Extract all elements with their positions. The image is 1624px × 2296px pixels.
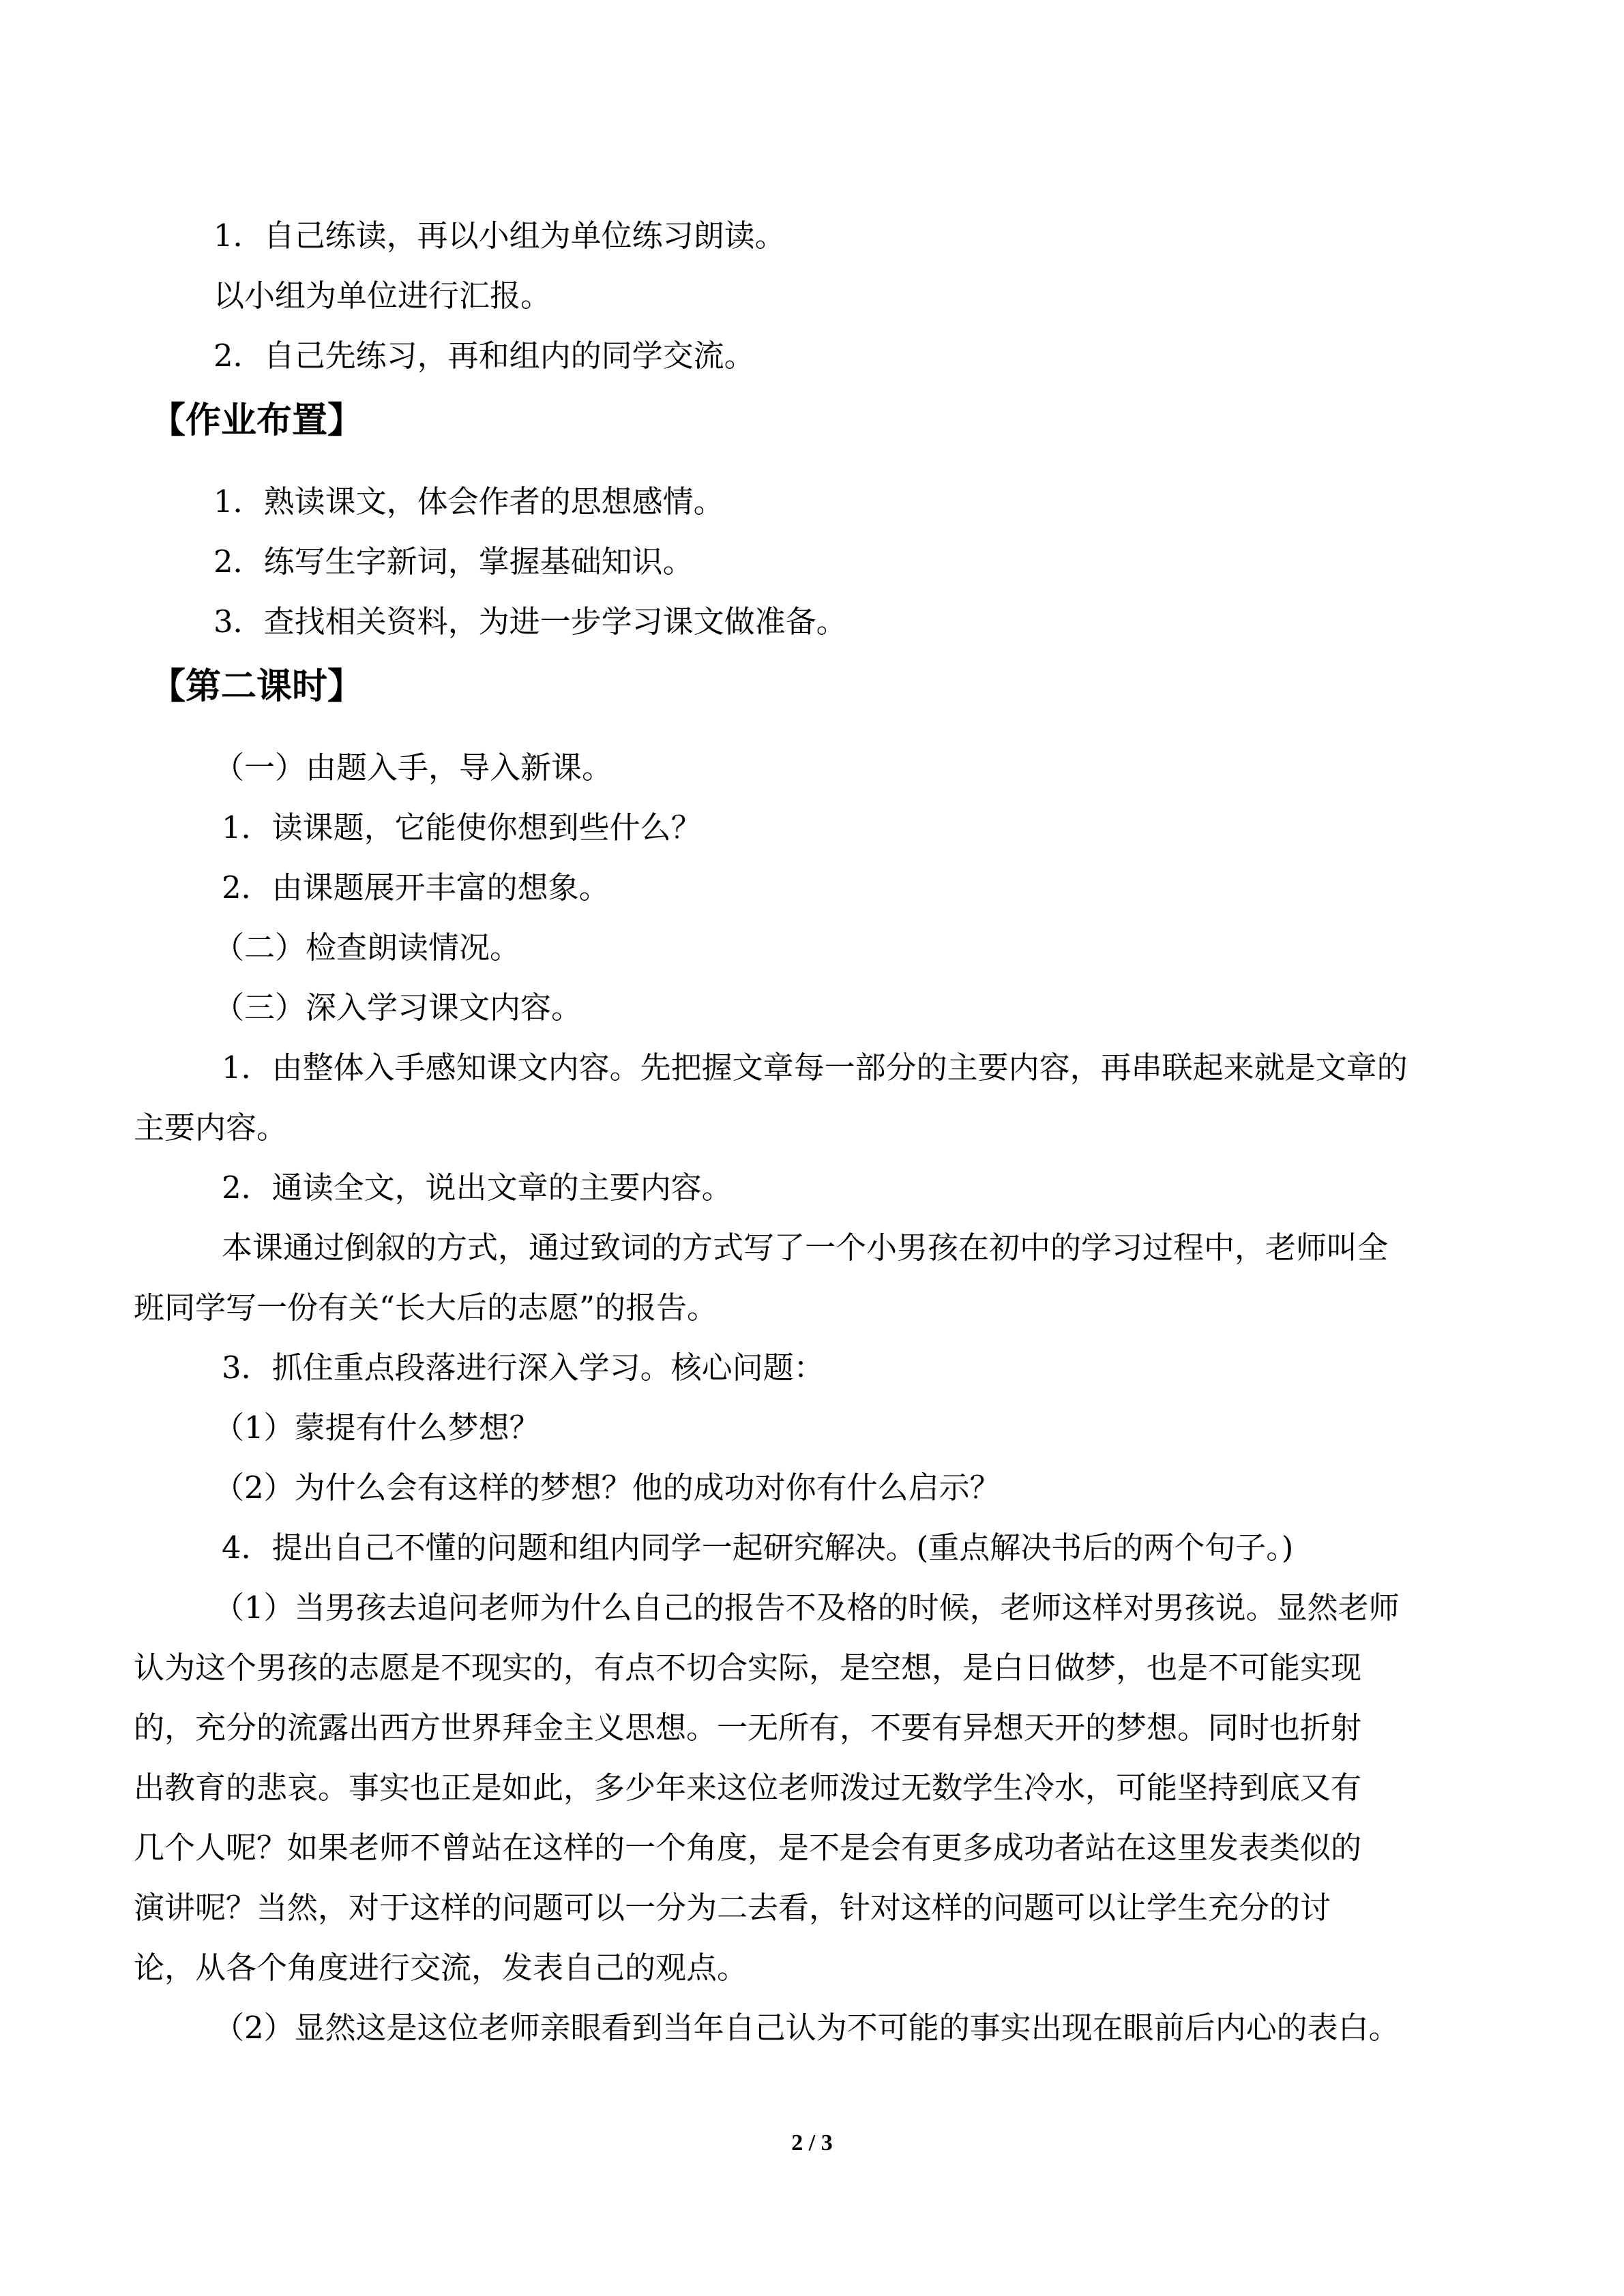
paragraph: 本课通过倒叙的方式，通过致词的方式写了一个小男孩在初中的学习过程中，老师叫全 <box>222 1229 1389 1266</box>
paragraph: 1．熟读课文，体会作者的思想感情。 <box>213 483 724 520</box>
paragraph: 班同学写一份有关“长大后的志愿”的报告。 <box>134 1289 718 1326</box>
paragraph: 1．读课题，它能使你想到些什么？ <box>222 809 702 846</box>
paragraph: 2．自己先练习，再和组内的同学交流。 <box>213 338 755 374</box>
paragraph: 2．通读全文，说出文章的主要内容。 <box>222 1169 733 1206</box>
paragraph: （1）蒙提有什么梦想？ <box>213 1410 540 1446</box>
paragraph: 2．由课题展开丰富的想象。 <box>222 869 610 906</box>
paragraph: 的，充分的流露出西方世界拜金主义思想。一无所有，不要有异想天开的梦想。同时也折射 <box>134 1710 1362 1746</box>
page-number: 2 / 3 <box>791 2130 833 2156</box>
section-heading-second-lesson: 【第二课时】 <box>150 666 364 707</box>
paragraph: （一）由题入手，导入新课。 <box>213 749 613 786</box>
paragraph: 1．由整体入手感知课文内容。先把握文章每一部分的主要内容，再串联起来就是文章的 <box>222 1049 1408 1086</box>
paragraph: 3．查找相关资料，为进一步学习课文做准备。 <box>213 603 847 640</box>
paragraph: 演讲呢？当然，对于这样的问题可以一分为二去看，针对这样的问题可以让学生充分的讨 <box>134 1890 1331 1926</box>
paragraph: （三）深入学习课文内容。 <box>213 989 582 1026</box>
paragraph: （2）显然这是这位老师亲眼看到当年自己认为不可能的事实出现在眼前后内心的表白。 <box>213 2010 1400 2046</box>
paragraph: （2）为什么会有这样的梦想？他的成功对你有什么启示？ <box>213 1470 1001 1506</box>
paragraph: 几个人呢？如果老师不曾站在这样的一个角度，是不是会有更多成功者站在这里发表类似的 <box>134 1830 1362 1866</box>
paragraph: 出教育的悲哀。事实也正是如此，多少年来这位老师泼过无数学生冷水，可能坚持到底又有 <box>134 1770 1362 1806</box>
paragraph: 3．抓住重点段落进行深入学习。核心问题： <box>222 1350 825 1386</box>
paragraph: （1）当男孩去追问老师为什么自己的报告不及格的时候，老师这样对男孩说。显然老师 <box>213 1590 1400 1626</box>
paragraph: （二）检查朗读情况。 <box>213 929 521 966</box>
paragraph: 2．练写生字新词，掌握基础知识。 <box>213 543 694 580</box>
paragraph: 主要内容。 <box>134 1109 288 1146</box>
paragraph: 论，从各个角度进行交流，发表自己的观点。 <box>134 1950 748 1986</box>
paragraph: 4．提出自己不懂的问题和组内同学一起研究解决。(重点解决书后的两个句子。) <box>222 1530 1294 1566</box>
paragraph: 1．自己练读，再以小组为单位练习朗读。 <box>213 218 786 254</box>
section-heading-homework: 【作业布置】 <box>150 400 364 441</box>
paragraph: 以小组为单位进行汇报。 <box>213 278 552 314</box>
paragraph: 认为这个男孩的志愿是不现实的，有点不切合实际，是空想，是白日做梦，也是不可能实现 <box>134 1650 1362 1686</box>
